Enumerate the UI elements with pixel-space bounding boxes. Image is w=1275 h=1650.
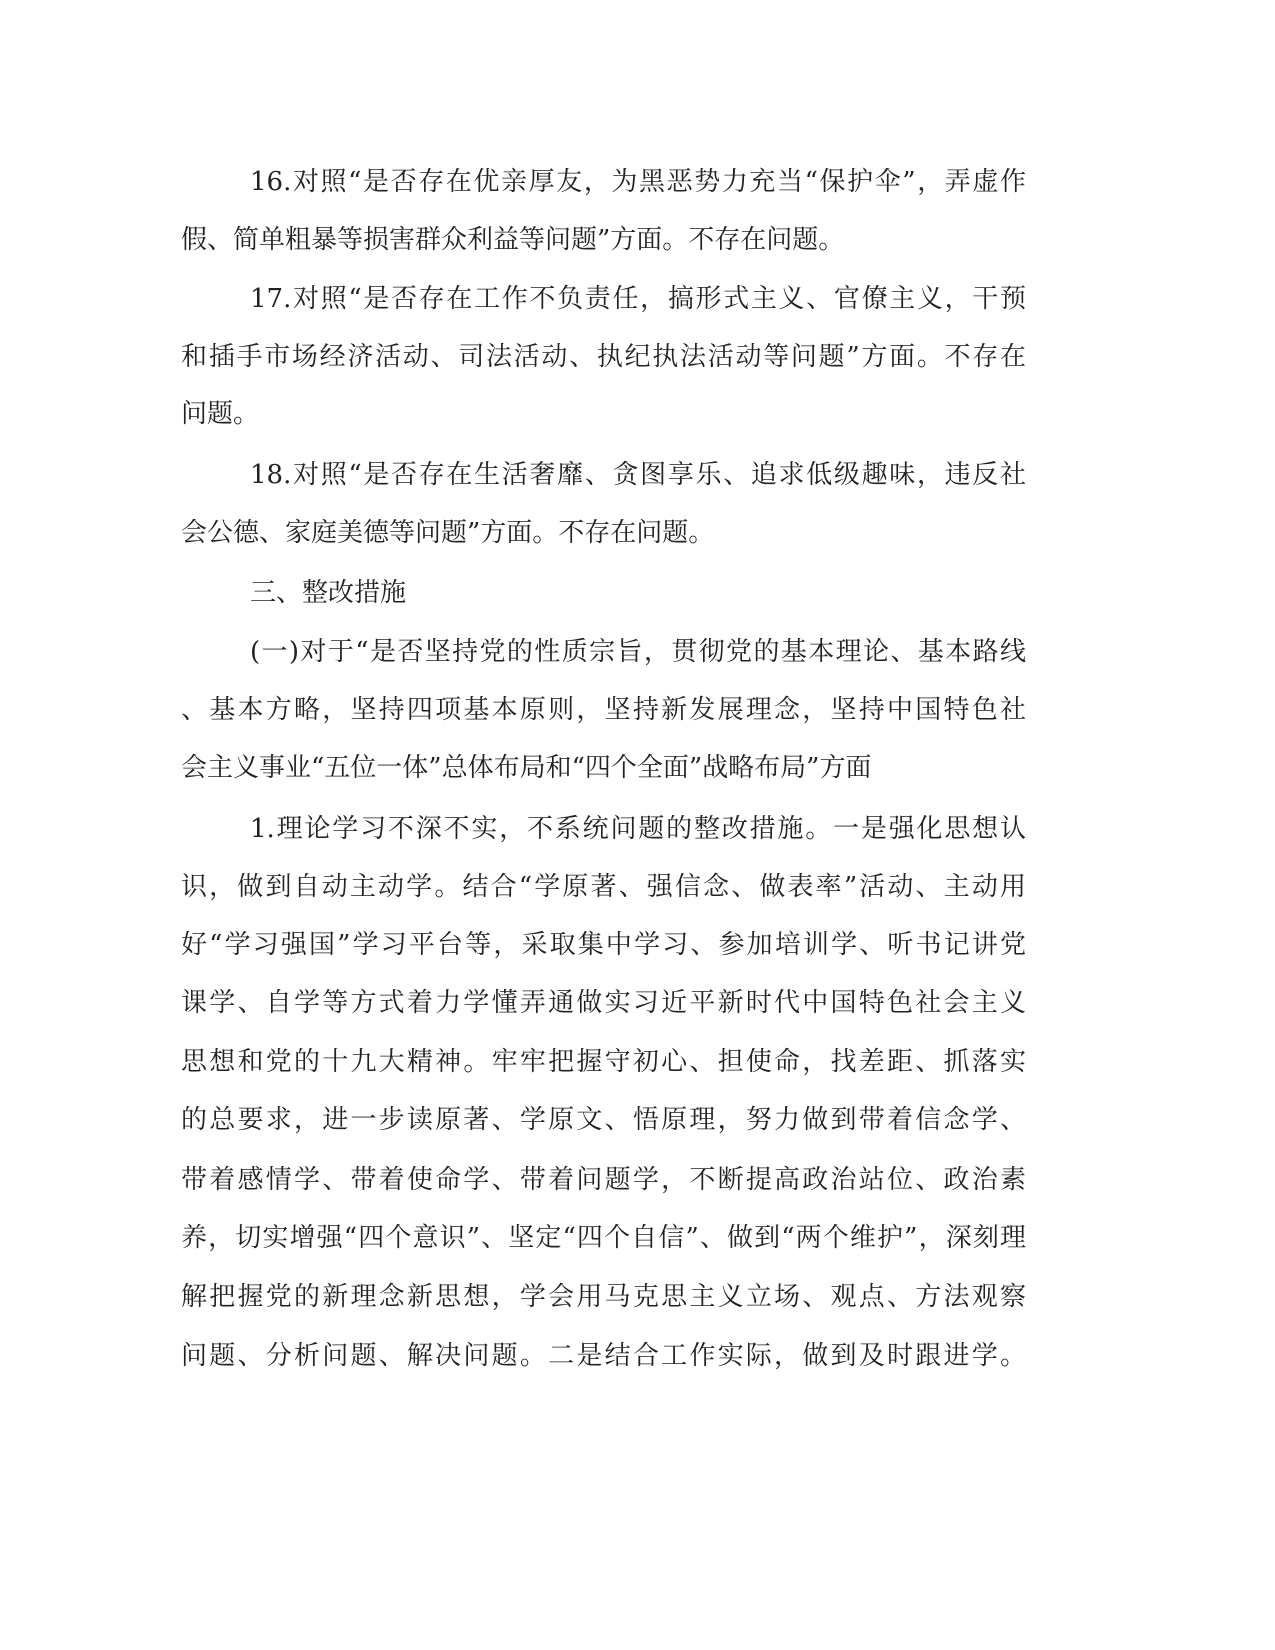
measure-1-line: 1.理论学习不深不实，不系统问题的整改措施。一是强化思想认 [250,814,1026,844]
measure-1-line: 课学、自学等方式着力学懂弄通做实习近平新时代中国特色社会主义 [181,988,1026,1018]
paragraph-16-line: 16.对照“是否存在优亲厚友，为黑恶势力充当“保护伞”，弄虚作 [250,167,1026,197]
subsection-line: 会主义事业“五位一体”总体布局和“四个全面”战略布局”方面 [181,753,872,783]
paragraph-17-line: 和插手市场经济活动、司法活动、执纪执法活动等问题”方面。不存在 [181,342,1026,372]
section-heading: 三、整改措施 [250,578,407,608]
subsection-line: (一)对于“是否坚持党的性质宗旨，贯彻党的基本理论、基本路线 [250,637,1026,667]
measure-1-line: 养，切实增强“四个意识”、坚定“四个自信”、做到“两个维护”，深刻理 [181,1223,1026,1253]
paragraph-17-line: 17.对照“是否存在工作不负责任，搞形式主义、官僚主义，干预 [250,284,1026,314]
measure-1-line: 思想和党的十九大精神。牢牢把握守初心、担使命，找差距、抓落实 [181,1047,1026,1077]
paragraph-18-line: 18.对照“是否存在生活奢靡、贪图享乐、追求低级趣味，违反社 [250,460,1026,490]
measure-1-line: 识，做到自动主动学。结合“学原著、强信念、做表率”活动、主动用 [181,872,1026,902]
paragraph-17-line: 问题。 [181,399,260,429]
measure-1-line: 好“学习强国”学习平台等，采取集中学习、参加培训学、听书记讲党 [181,930,1026,960]
paragraph-16-line: 假、简单粗暴等损害群众利益等问题”方面。不存在问题。 [181,225,845,255]
subsection-line: 、基本方略，坚持四项基本原则，坚持新发展理念，坚持中国特色社 [181,695,1026,725]
paragraph-18-line: 会公德、家庭美德等问题”方面。不存在问题。 [181,518,715,548]
measure-1-line: 解把握党的新理念新思想，学会用马克思主义立场、观点、方法观察 [181,1282,1026,1312]
measure-1-line: 问题、分析问题、解决问题。二是结合工作实际，做到及时跟进学。 [181,1341,1026,1371]
measure-1-line: 带着感情学、带着使命学、带着问题学，不断提高政治站位、政治素 [181,1165,1026,1195]
measure-1-line: 的总要求，进一步读原著、学原文、悟原理，努力做到带着信念学、 [181,1105,1026,1135]
